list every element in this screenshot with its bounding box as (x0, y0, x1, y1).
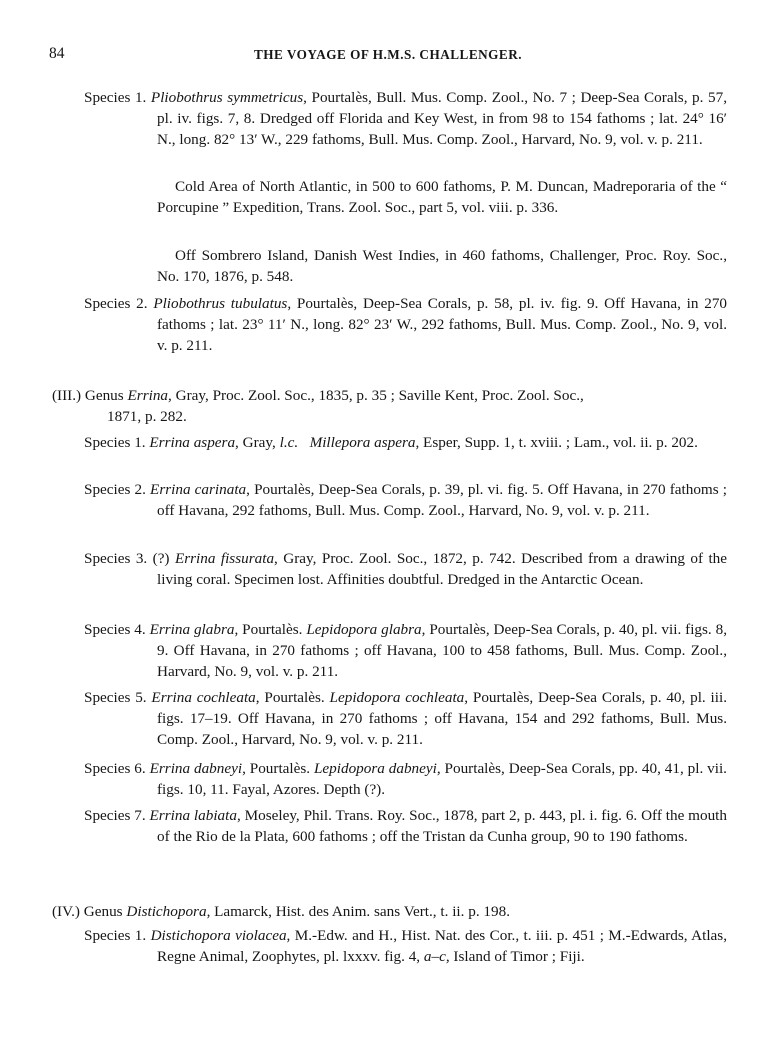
entry-text: , Pourtalès, Deep-Sea Corals, p. 39, pl. vi. fig. 5. Off Havana, in 270 fathoms ; off Havana, 292 fathoms, Bull. Mus. Comp. Zool., Harvard, No. 9, vol. v. p. 211. (157, 481, 727, 519)
species-name: Errina dabneyi (149, 760, 243, 777)
entry-text: , Pourtalès, Deep-Sea Corals, p. 40, pl. vii. figs. 8, 9. Off Havana, in 270 fathoms ; off Havana, 100 to 458 fathoms, Bull. Mus. Comp. Zool., Harvard, No. 9, vol. v. p. 211. (157, 621, 727, 680)
entry-continuation: 1871, p. 282. (107, 407, 187, 425)
species-name: Distichopora violacea (150, 927, 287, 944)
synonym-name: Lepidopora glabra (306, 621, 422, 638)
genus-heading (52, 386, 727, 428)
entry-paragraph: Off Sombrero Island, Danish West Indies, in 460 fathoms, Challenger, Proc. Roy. Soc., No. 170, 1876, p. 548. (157, 247, 727, 285)
species-entry (84, 88, 727, 150)
citation-abbrev: l.c. (279, 434, 299, 451)
synonym-name: Lepidopora cochleata (329, 689, 465, 706)
entry-text: , Pourtalès, Deep-Sea Corals, pp. 40, 41, pl. vii. figs. 10, 11. Fayal, Azores. Depth (?). (157, 760, 727, 798)
genus-label: (IV.) Genus (52, 903, 123, 920)
species-label: Species 5. (84, 689, 147, 706)
species-label: Species 2. (84, 295, 148, 312)
species-entry (84, 926, 727, 968)
species-entry (84, 620, 727, 682)
synonym-name: Lepidopora dabneyi (313, 760, 437, 777)
species-entry (84, 688, 727, 750)
entry-paragraph: Cold Area of North Atlantic, in 500 to 600 fathoms, P. M. Duncan, Madreporaria of the “ Porcupine ” Expedition, Trans. Zool. Soc., part 5, vol. viii. p. 336. (157, 178, 727, 216)
entry-text: , Pourtalès, Deep-Sea Corals, p. 40, pl. iii. figs. 17–19. Off Havana, in 270 fathoms ; off Havana, 154 and 292 fathoms, Bull. Mus. Comp. Zool., Harvard, No. 9, vol. v. p. 211. (157, 689, 727, 748)
entry-text: , Lamarck, Hist. des Anim. sans Vert., t. ii. p. 198. (206, 903, 510, 920)
genus-name: Distichopora (126, 903, 207, 920)
page-number: 84 (49, 45, 65, 62)
figure-letters: a–c (423, 947, 446, 965)
species-entry (84, 806, 727, 848)
genus-heading (52, 902, 727, 923)
running-header (0, 44, 776, 64)
species-entry (84, 294, 728, 356)
entry-text: , Gray, Proc. Zool. Soc., 1835, p. 35 ; Saville Kent, Proc. Zool. Soc., (168, 387, 584, 404)
genus-name: Errina (127, 387, 169, 404)
species-name: Errina carinata (150, 481, 247, 498)
species-name: Errina fissurata (174, 550, 275, 567)
species-name: Pliobothrus tubulatus (153, 295, 288, 312)
species-label: Species 6. (84, 760, 146, 777)
species-name: Errina aspera (149, 434, 236, 451)
entry-text: , Pourtalès. (234, 621, 307, 638)
entry-text: , Pourtalès, Deep-Sea Corals, p. 58, pl. iv. fig. 9. Off Havana, in 270 fathoms ; lat. 23° 11′ N., long. 82° 23′ W., 292 fathoms, Bull. Mus. Comp. Zool., No. 9, vol. v. p. 211. (157, 295, 728, 354)
species-entry (84, 549, 728, 591)
species-entry (84, 480, 727, 522)
species-label: Species 7. (84, 807, 146, 824)
species-label: Species 1. (84, 927, 147, 944)
entry-text: , Gray, (235, 434, 280, 451)
running-title: THE VOYAGE OF H.M.S. CHALLENGER. (253, 47, 523, 62)
species-name: Pliobothrus symmetricus (150, 89, 304, 106)
species-label: Species 3. (?) (84, 550, 170, 567)
entry-text: , Gray, Proc. Zool. Soc., 1872, p. 742. Described from a drawing of the living coral. Specimen lost. Affinities doubtful. Dredged in the Antarctic Ocean. (157, 550, 728, 588)
synonym-name: Millepora aspera (309, 434, 416, 451)
entry-text: , M.-Edw. and H., Hist. Nat. des Cor., t. iii. p. 451 ; M.-Edwards, Atlas, Regne Animal, Zoophytes, pl. lxxxv. fig. 4, (157, 927, 727, 965)
species-label: Species 1. (84, 434, 146, 451)
entry-text: , Pourtalès. (242, 760, 314, 777)
entry-text: , Island of Timor ; Fiji. (445, 947, 585, 965)
entry-text: , Pourtalès. (255, 689, 330, 706)
species-entry (84, 759, 727, 801)
species-entry (84, 433, 727, 454)
species-name: Errina cochleata (151, 689, 256, 706)
species-label: Species 2. (84, 481, 146, 498)
entry-text: , Pourtalès, Bull. Mus. Comp. Zool., No. 7 ; Deep-Sea Corals, p. 57, pl. iv. figs. 7, 8. Dredged off Florida and Key West, in from 98 to 154 fathoms ; lat. 24° 16′ N., long. 82° 13′ W., 229 fathoms, Bull. Mus. Comp. Zool., Harvard, No. 9, vol. v. p. 211. (157, 89, 727, 148)
species-label: Species 4. (84, 621, 146, 638)
entry-text: , Moseley, Phil. Trans. Roy. Soc., 1878, part 2, p. 443, pl. i. fig. 6. Off the mouth of the Rio de la Plata, 600 fathoms ; off the Tristan da Cunha group, 90 to 190 fathoms. (157, 807, 727, 845)
species-name: Errina glabra (149, 621, 235, 638)
species-name: Errina labiata (149, 807, 237, 824)
species-label: Species 1. (84, 89, 147, 106)
genus-label: (III.) Genus (52, 387, 124, 404)
entry-text: , Esper, Supp. 1, t. xviii. ; Lam., vol. ii. p. 202. (415, 434, 698, 451)
